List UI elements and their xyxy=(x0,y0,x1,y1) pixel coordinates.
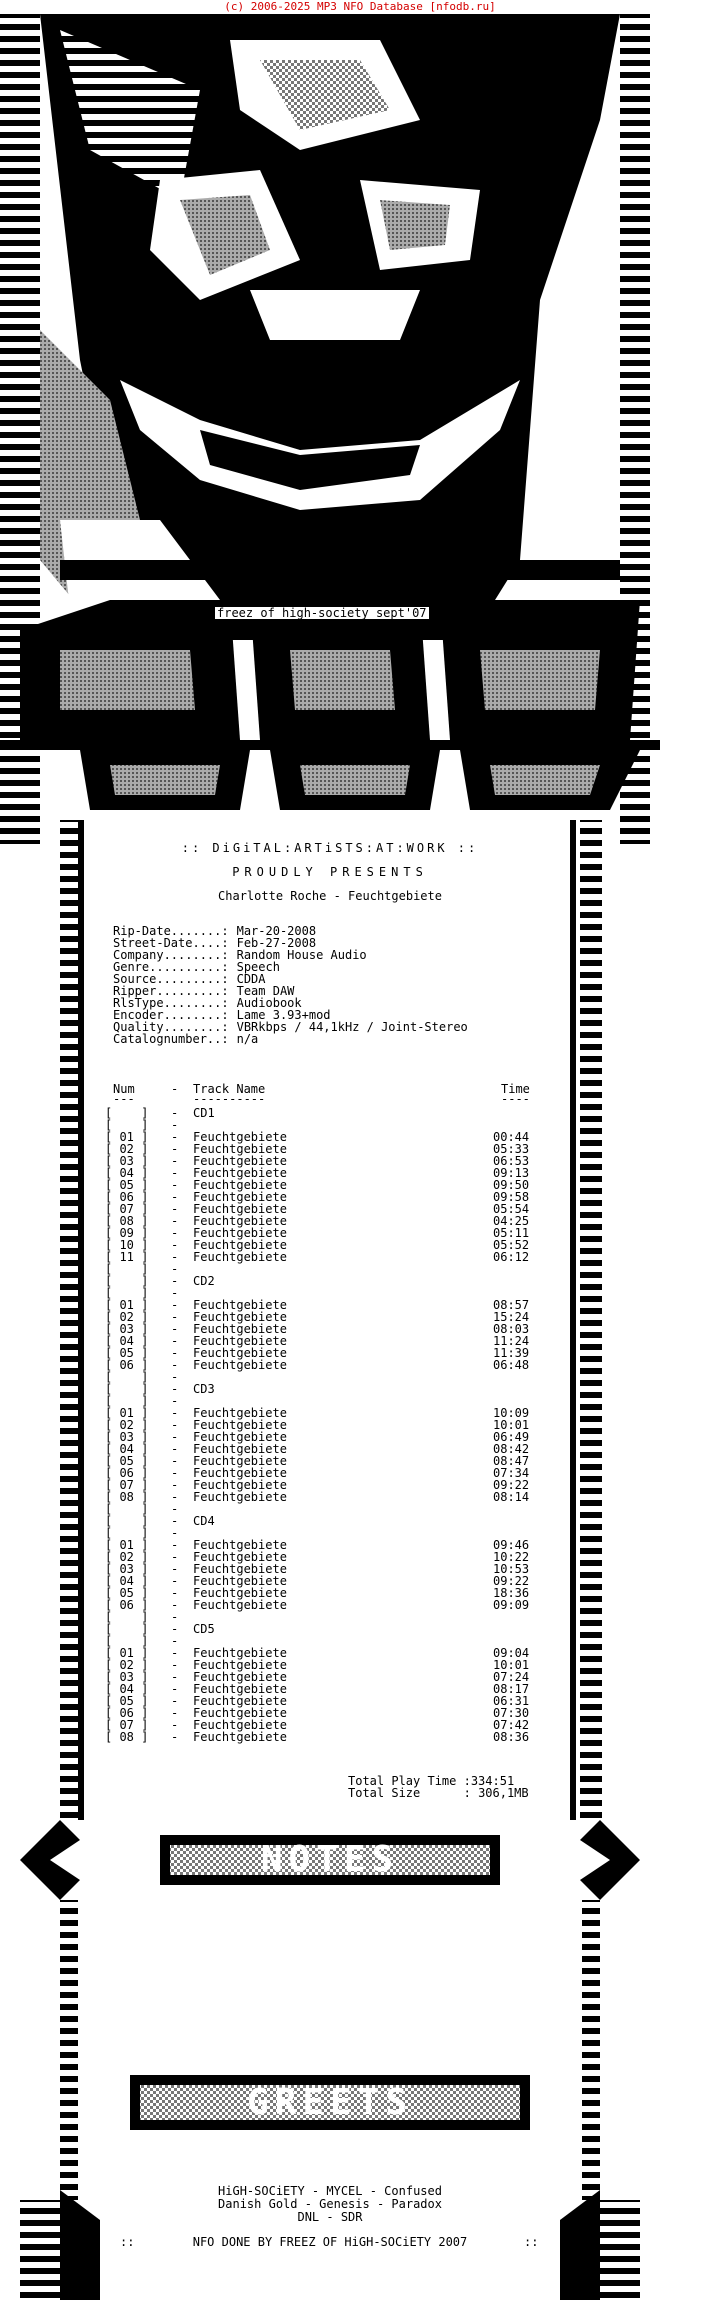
track-time: 09:13 xyxy=(493,1166,530,1180)
track-dash: - xyxy=(171,1610,179,1624)
info-value: CDDA xyxy=(236,972,266,986)
col-name-header: Track Name xyxy=(193,1082,266,1096)
track-name: CD5 xyxy=(193,1622,215,1636)
track-time: 06:31 xyxy=(493,1694,530,1708)
track-dash: - xyxy=(171,1634,179,1648)
frame-left xyxy=(60,820,84,1820)
track-num: [ ] xyxy=(105,1118,149,1132)
info-value: Feb-27-2008 xyxy=(236,936,317,950)
site-header: (c) 2006-2025 MP3 NFO Database [nfodb.ru] xyxy=(224,0,496,13)
track-name: Feuchtgebiete xyxy=(193,1730,287,1744)
track-name: Feuchtgebiete xyxy=(193,1406,287,1420)
track-num: [ ] xyxy=(105,1514,149,1528)
track-dash: - xyxy=(171,1382,179,1396)
track-dash: - xyxy=(171,1694,179,1708)
track-dash: - xyxy=(171,1550,179,1564)
track-num: [ 03 ] xyxy=(105,1154,149,1168)
track-dash: - xyxy=(171,1586,179,1600)
info-key: Ripper.........: xyxy=(113,984,229,998)
track-name: Feuchtgebiete xyxy=(193,1238,287,1252)
track-num: [ 06 ] xyxy=(105,1598,149,1612)
track-num: [ 06 ] xyxy=(105,1358,149,1372)
track-dash: - xyxy=(171,1226,179,1240)
track-name: Feuchtgebiete xyxy=(193,1646,287,1660)
track-dash: - xyxy=(171,1274,179,1288)
track-num: [ 08 ] xyxy=(105,1214,149,1228)
track-num: [ 07 ] xyxy=(105,1478,149,1492)
footer-left: :: xyxy=(120,2235,135,2249)
track-time: 11:39 xyxy=(493,1346,530,1360)
track-name: Feuchtgebiete xyxy=(193,1358,287,1372)
info-row xyxy=(113,1033,258,1045)
track-dash: - xyxy=(171,1166,179,1180)
track-time: 08:57 xyxy=(493,1298,530,1312)
total-size: Total Size : 306,1MB xyxy=(348,1786,529,1800)
track-name: Feuchtgebiete xyxy=(193,1346,287,1360)
track-time: 08:14 xyxy=(493,1490,530,1504)
info-key: RlsType........: xyxy=(113,996,229,1010)
track-num: [ 04 ] xyxy=(105,1682,149,1696)
track-time: 08:03 xyxy=(493,1322,530,1336)
track-num: [ ] xyxy=(105,1610,149,1624)
track-num: [ 02 ] xyxy=(105,1658,149,1672)
track-time: 15:24 xyxy=(493,1310,530,1324)
track-num: [ 08 ] xyxy=(105,1730,149,1744)
track-name: Feuchtgebiete xyxy=(193,1178,287,1192)
track-name: Feuchtgebiete xyxy=(193,1250,287,1264)
track-num: [ ] xyxy=(105,1394,149,1408)
track-dash: - xyxy=(171,1574,179,1588)
track-time: 11:24 xyxy=(493,1334,530,1348)
notes-side-left: :: xyxy=(28,1855,43,1869)
track-num: [ ] xyxy=(105,1622,149,1636)
track-num: [ 01 ] xyxy=(105,1406,149,1420)
track-dash: - xyxy=(171,1178,179,1192)
track-time: 10:01 xyxy=(493,1658,530,1672)
track-dash: - xyxy=(171,1598,179,1612)
track-time: 07:24 xyxy=(493,1670,530,1684)
track-dash: - xyxy=(171,1682,179,1696)
presents-line: PROUDLY PRESENTS xyxy=(232,865,428,879)
track-dash: - xyxy=(171,1154,179,1168)
track-dash: - xyxy=(171,1442,179,1456)
track-name: Feuchtgebiete xyxy=(193,1322,287,1336)
track-name: Feuchtgebiete xyxy=(193,1670,287,1684)
track-time: 08:42 xyxy=(493,1442,530,1456)
track-num: [ 04 ] xyxy=(105,1574,149,1588)
track-dash: - xyxy=(171,1322,179,1336)
track-num: [ 05 ] xyxy=(105,1346,149,1360)
tracklist xyxy=(105,1107,545,1743)
track-time: 09:22 xyxy=(493,1478,530,1492)
track-time: 05:33 xyxy=(493,1142,530,1156)
track-name: Feuchtgebiete xyxy=(193,1490,287,1504)
track-dash: - xyxy=(171,1310,179,1324)
track-num: [ ] xyxy=(105,1382,149,1396)
track-dash: - xyxy=(171,1730,179,1744)
greets-title: GREETS xyxy=(246,2082,414,2123)
track-time: 08:17 xyxy=(493,1682,530,1696)
track-name: Feuchtgebiete xyxy=(193,1478,287,1492)
track-name: Feuchtgebiete xyxy=(193,1574,287,1588)
info-value: Random House Audio xyxy=(236,948,367,962)
track-name: Feuchtgebiete xyxy=(193,1658,287,1672)
track-name: Feuchtgebiete xyxy=(193,1334,287,1348)
track-dash: - xyxy=(171,1526,179,1540)
track-name: Feuchtgebiete xyxy=(193,1706,287,1720)
track-num: [ 04 ] xyxy=(105,1442,149,1456)
track-dash: - xyxy=(171,1394,179,1408)
mp3-logo xyxy=(80,750,640,810)
frame-right xyxy=(570,820,602,1820)
track-name: Feuchtgebiete xyxy=(193,1430,287,1444)
track-time: 08:36 xyxy=(493,1730,530,1744)
col-num-header: Num xyxy=(113,1082,135,1096)
track-dash: - xyxy=(171,1706,179,1720)
track-name: Feuchtgebiete xyxy=(193,1442,287,1456)
track-time: 07:42 xyxy=(493,1718,530,1732)
track-dash: - xyxy=(171,1286,179,1300)
track-dash: - xyxy=(171,1418,179,1432)
track-name: Feuchtgebiete xyxy=(193,1586,287,1600)
track-dash: - xyxy=(171,1406,179,1420)
track-dash: - xyxy=(171,1466,179,1480)
track-name: Feuchtgebiete xyxy=(193,1694,287,1708)
track-num: [ ] xyxy=(105,1634,149,1648)
track-num: [ 06 ] xyxy=(105,1190,149,1204)
track-dash: - xyxy=(171,1658,179,1672)
track-num: [ ] xyxy=(105,1274,149,1288)
track-num: [ 02 ] xyxy=(105,1142,149,1156)
track-time: 00:44 xyxy=(493,1130,530,1144)
track-time: 10:53 xyxy=(493,1562,530,1576)
track-num: [ 02 ] xyxy=(105,1310,149,1324)
track-dash: - xyxy=(171,1430,179,1444)
art-credit: freez of high-society sept'07 xyxy=(217,606,427,620)
info-value: n/a xyxy=(236,1032,259,1046)
track-time: 09:58 xyxy=(493,1190,530,1204)
track-num: [ 04 ] xyxy=(105,1166,149,1180)
track-dash: - xyxy=(171,1562,179,1576)
track-num: [ 06 ] xyxy=(105,1706,149,1720)
info-key: Company........: xyxy=(113,948,229,962)
info-key: Source.........: xyxy=(113,972,229,986)
info-key: Rip-Date.......: xyxy=(113,924,229,938)
track-dash: - xyxy=(171,1238,179,1252)
track-dash: - xyxy=(171,1478,179,1492)
track-time: 05:52 xyxy=(493,1238,530,1252)
track-num: [ 01 ] xyxy=(105,1130,149,1144)
track-name: Feuchtgebiete xyxy=(193,1466,287,1480)
track-time: 09:46 xyxy=(493,1538,530,1552)
track-num: [ 05 ] xyxy=(105,1586,149,1600)
track-name: Feuchtgebiete xyxy=(193,1598,287,1612)
track-time: 06:53 xyxy=(493,1154,530,1168)
track-row xyxy=(105,1731,545,1743)
group-line: :: DiGiTAL:ARTiSTS:AT:WORK :: xyxy=(181,841,479,855)
track-time: 09:09 xyxy=(493,1598,530,1612)
track-dash: - xyxy=(171,1262,179,1276)
track-num: [ ] xyxy=(105,1262,149,1276)
track-num: [ 04 ] xyxy=(105,1334,149,1348)
track-name: Feuchtgebiete xyxy=(193,1538,287,1552)
track-num: [ ] xyxy=(105,1286,149,1300)
col-time-underline: ---- xyxy=(501,1092,530,1106)
track-num: [ 10 ] xyxy=(105,1238,149,1252)
track-dash: - xyxy=(171,1106,179,1120)
track-num: [ 03 ] xyxy=(105,1430,149,1444)
info-value: Speech xyxy=(236,960,280,974)
track-time: 09:22 xyxy=(493,1574,530,1588)
track-dash: - xyxy=(171,1490,179,1504)
greets-line-1: HiGH-SOCiETY - MYCEL - Confused xyxy=(218,2184,442,2198)
track-dash: - xyxy=(171,1370,179,1384)
track-time: 05:54 xyxy=(493,1202,530,1216)
track-dash: - xyxy=(171,1334,179,1348)
track-name: Feuchtgebiete xyxy=(193,1718,287,1732)
info-value: Team DAW xyxy=(236,984,295,998)
track-time: 04:25 xyxy=(493,1214,530,1228)
track-name: CD3 xyxy=(193,1382,215,1396)
track-name: Feuchtgebiete xyxy=(193,1214,287,1228)
track-num: [ 06 ] xyxy=(105,1466,149,1480)
track-dash: - xyxy=(171,1202,179,1216)
track-time: 05:11 xyxy=(493,1226,530,1240)
track-name: Feuchtgebiete xyxy=(193,1454,287,1468)
track-name: Feuchtgebiete xyxy=(193,1298,287,1312)
track-num: [ ] xyxy=(105,1370,149,1384)
col-num-underline: --- xyxy=(113,1092,135,1106)
track-dash: - xyxy=(171,1718,179,1732)
track-dash: - xyxy=(171,1190,179,1204)
track-num: [ 05 ] xyxy=(105,1178,149,1192)
notes-title: NOTES xyxy=(260,1839,400,1880)
info-key: Street-Date....: xyxy=(113,936,229,950)
info-value: Lame 3.93+mod xyxy=(236,1008,331,1022)
track-name: CD4 xyxy=(193,1514,215,1528)
track-dash: - xyxy=(171,1538,179,1552)
track-time: 06:48 xyxy=(493,1358,530,1372)
track-num: [ 03 ] xyxy=(105,1322,149,1336)
track-dash: - xyxy=(171,1670,179,1684)
track-dash: - xyxy=(171,1358,179,1372)
track-num: [ 05 ] xyxy=(105,1454,149,1468)
greets-line-3: DNL - SDR xyxy=(297,2210,363,2224)
footer-text: NFO DONE BY FREEZ OF HiGH-SOCiETY 2007 xyxy=(192,2235,468,2249)
track-name: Feuchtgebiete xyxy=(193,1190,287,1204)
track-dash: - xyxy=(171,1298,179,1312)
tracklist-header xyxy=(105,1083,545,1107)
track-num: [ 03 ] xyxy=(105,1670,149,1684)
info-key: Encoder........: xyxy=(113,1008,229,1022)
info-key: Catalognumber..: xyxy=(113,1032,229,1046)
info-value: VBRkbps / 44,1kHz / Joint-Stereo xyxy=(236,1020,468,1034)
track-name: Feuchtgebiete xyxy=(193,1202,287,1216)
track-num: [ 01 ] xyxy=(105,1538,149,1552)
track-num: [ 07 ] xyxy=(105,1202,149,1216)
track-time: 10:01 xyxy=(493,1418,530,1432)
track-num: [ 01 ] xyxy=(105,1298,149,1312)
track-name: Feuchtgebiete xyxy=(193,1418,287,1432)
info-key: Quality........: xyxy=(113,1020,229,1034)
track-time: 10:09 xyxy=(493,1406,530,1420)
track-time: 07:30 xyxy=(493,1706,530,1720)
info-value: Mar-20-2008 xyxy=(236,924,317,938)
release-title: Charlotte Roche - Feuchtgebiete xyxy=(218,889,442,903)
track-dash: - xyxy=(171,1130,179,1144)
track-time: 10:22 xyxy=(493,1550,530,1564)
info-key: Genre..........: xyxy=(113,960,229,974)
track-num: [ 02 ] xyxy=(105,1418,149,1432)
greets-line-2: Danish Gold - Genesis - Paradox xyxy=(218,2197,442,2211)
track-dash: - xyxy=(171,1622,179,1636)
track-name: Feuchtgebiete xyxy=(193,1562,287,1576)
track-time: 07:34 xyxy=(493,1466,530,1480)
track-num: [ 03 ] xyxy=(105,1562,149,1576)
track-num: [ ] xyxy=(105,1526,149,1540)
track-time: 18:36 xyxy=(493,1586,530,1600)
total-playtime: Total Play Time :334:51 xyxy=(348,1774,515,1788)
track-dash: - xyxy=(171,1514,179,1528)
track-num: [ 02 ] xyxy=(105,1550,149,1564)
track-num: [ 11 ] xyxy=(105,1250,149,1264)
track-name: Feuchtgebiete xyxy=(193,1682,287,1696)
track-num: [ 08 ] xyxy=(105,1490,149,1504)
track-dash: - xyxy=(171,1346,179,1360)
track-time: 09:04 xyxy=(493,1646,530,1660)
info-value: Audiobook xyxy=(236,996,302,1010)
notes-side-right: :: xyxy=(616,1855,631,1869)
track-name: Feuchtgebiete xyxy=(193,1130,287,1144)
col-name-underline: ---------- xyxy=(193,1092,266,1106)
track-name: CD2 xyxy=(193,1274,215,1288)
track-num: [ ] xyxy=(105,1502,149,1516)
track-name: Feuchtgebiete xyxy=(193,1310,287,1324)
track-dash: - xyxy=(171,1454,179,1468)
track-time: 06:12 xyxy=(493,1250,530,1264)
track-num: [ 09 ] xyxy=(105,1226,149,1240)
track-time: 08:47 xyxy=(493,1454,530,1468)
track-name: Feuchtgebiete xyxy=(193,1154,287,1168)
track-dash: - xyxy=(171,1142,179,1156)
track-num: [ ] xyxy=(105,1106,149,1120)
track-num: [ 07 ] xyxy=(105,1718,149,1732)
track-num: [ 05 ] xyxy=(105,1694,149,1708)
track-num: [ 01 ] xyxy=(105,1646,149,1660)
track-dash: - xyxy=(171,1118,179,1132)
track-time: 06:49 xyxy=(493,1430,530,1444)
track-time: 09:50 xyxy=(493,1178,530,1192)
track-name: Feuchtgebiete xyxy=(193,1550,287,1564)
track-dash: - xyxy=(171,1502,179,1516)
track-dash: - xyxy=(171,1250,179,1264)
col-dash-header: - xyxy=(171,1082,179,1096)
track-name: Feuchtgebiete xyxy=(193,1142,287,1156)
footer-right: :: xyxy=(524,2235,539,2249)
col-time-header: Time xyxy=(501,1082,530,1096)
track-dash: - xyxy=(171,1214,179,1228)
track-name: CD1 xyxy=(193,1106,215,1120)
track-name: Feuchtgebiete xyxy=(193,1166,287,1180)
track-name: Feuchtgebiete xyxy=(193,1226,287,1240)
track-dash: - xyxy=(171,1646,179,1660)
